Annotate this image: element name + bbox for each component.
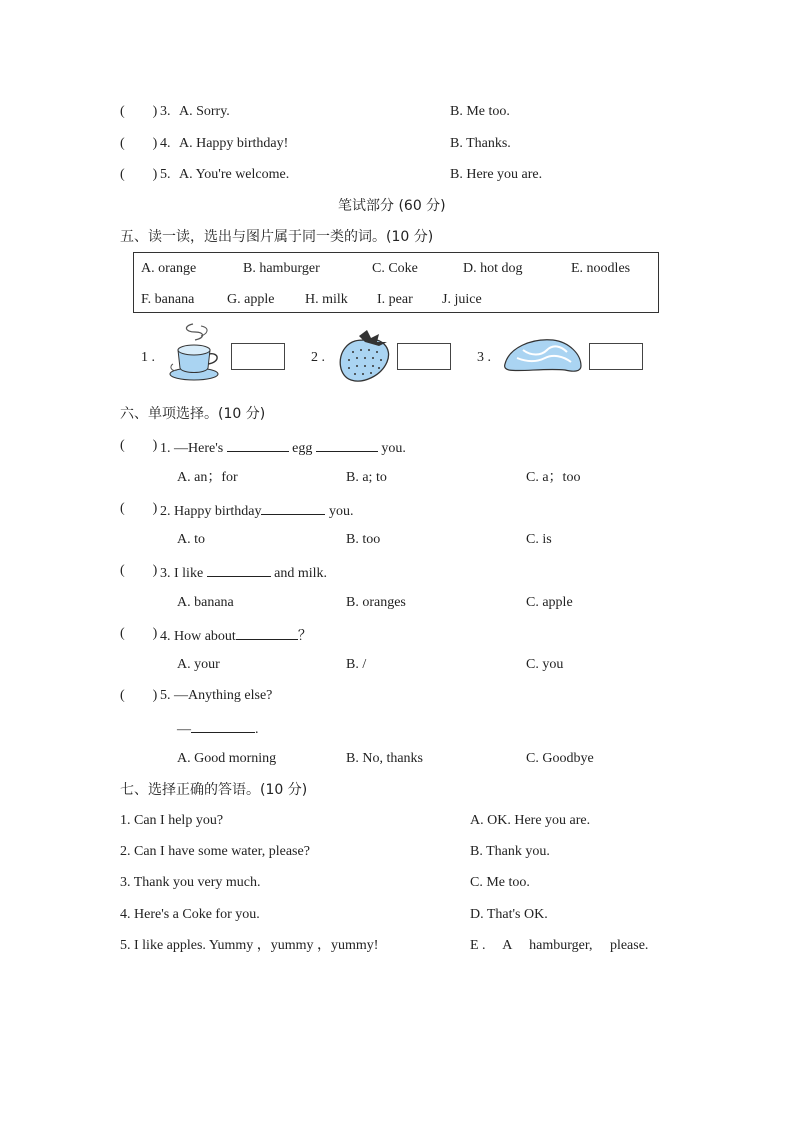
choice-c: C. you (526, 657, 564, 672)
fill-blank[interactable] (227, 437, 289, 452)
stem-text: you. (377, 441, 406, 456)
answer-paren[interactable]: ( ) (120, 136, 158, 151)
section5-title: 五、读一读，选出与图片属于同一类的词。(10 分) (120, 229, 434, 245)
fill-blank[interactable] (316, 437, 378, 452)
item-number: 5. (160, 167, 171, 182)
word-option: E. noodles (571, 261, 631, 276)
fill-blank[interactable] (207, 562, 271, 577)
question-stem (160, 437, 406, 458)
question-stem (160, 500, 353, 521)
answer-box-2[interactable] (397, 343, 451, 370)
choice-a: A. to (177, 532, 205, 547)
question-stem: 5. —Anything else? (160, 688, 273, 703)
match-question: 2. Can I have some water, please? (120, 844, 310, 859)
word-option: I. pear (377, 292, 413, 307)
section6-title: 六、单项选择。(10 分) (120, 406, 266, 422)
choice-a: A. banana (177, 595, 234, 610)
choice-b: B. too (346, 532, 381, 547)
stem-text: 4. How about (160, 629, 236, 644)
strawberry-icon (335, 328, 393, 384)
match-answer: E . A hamburger, please. (470, 938, 649, 953)
choice-c: C. apple (526, 595, 573, 610)
match-question: 1. Can I help you? (120, 813, 224, 828)
word-option: D. hot dog (463, 261, 523, 276)
choice-b: B. a; to (346, 470, 387, 485)
answer-paren[interactable]: ( ) (120, 688, 158, 703)
fill-blank[interactable] (261, 500, 325, 515)
stem-text: and milk. (270, 566, 328, 581)
choice-c: C. Goodbye (526, 751, 594, 766)
stem-text: ？ (297, 629, 312, 644)
answer-box-3[interactable] (589, 343, 643, 370)
answer-paren[interactable]: ( ) (120, 104, 158, 119)
reply-line (177, 718, 259, 739)
stem-text: 1. —Here's (160, 441, 227, 456)
match-question: 3. Thank you very much. (120, 875, 261, 890)
choice-a: A. an；for (177, 470, 238, 485)
option-a: A. Happy birthday! (179, 136, 289, 151)
written-part-title: 笔试部分 (60 分) (338, 198, 446, 214)
word-option: A. orange (141, 261, 197, 276)
question-stem (160, 625, 312, 646)
picture-label: 1 . (141, 350, 155, 365)
period-mark: . (255, 722, 259, 737)
teacup-icon (165, 320, 227, 382)
picture-label: 2 . (311, 350, 325, 365)
bread-icon (501, 334, 585, 376)
word-option: C. Coke (372, 261, 418, 276)
option-b: B. Here you are. (450, 167, 543, 182)
answer-paren[interactable]: ( ) (120, 167, 158, 182)
answer-box-1[interactable] (231, 343, 285, 370)
match-answer: D. That's OK. (470, 907, 548, 922)
match-answer: B. Thank you. (470, 844, 550, 859)
option-a: A. Sorry. (179, 104, 230, 119)
stem-text: 2. Happy birthday (160, 504, 262, 519)
picture-label: 3 . (477, 350, 491, 365)
answer-paren[interactable]: ( ) (120, 563, 158, 578)
word-option: H. milk (305, 292, 348, 307)
choice-a: A. Good morning (177, 751, 277, 766)
match-question: 4. Here's a Coke for you. (120, 907, 260, 922)
match-answer: A. OK. Here you are. (470, 813, 591, 828)
dash-mark: — (177, 722, 191, 737)
fill-blank[interactable] (236, 625, 298, 640)
option-b: B. Me too. (450, 104, 510, 119)
fill-blank[interactable] (191, 718, 255, 733)
word-option: B. hamburger (243, 261, 320, 276)
item-number: 4. (160, 136, 171, 151)
question-stem (160, 562, 327, 583)
match-answer: C. Me too. (470, 875, 530, 890)
answer-paren[interactable]: ( ) (120, 438, 158, 453)
choice-a: A. your (177, 657, 220, 672)
answer-paren[interactable]: ( ) (120, 501, 158, 516)
stem-text: egg (288, 441, 316, 456)
item-number: 3. (160, 104, 171, 119)
word-option: F. banana (141, 292, 195, 307)
word-option: J. juice (442, 292, 482, 307)
option-b: B. Thanks. (450, 136, 511, 151)
choice-b: B. No, thanks (346, 751, 423, 766)
choice-c: C. a；too (526, 470, 581, 485)
choice-b: B. oranges (346, 595, 406, 610)
match-question: 5. I like apples. Yummy ，yummy ，yummy! (120, 938, 379, 953)
stem-text: you. (325, 504, 354, 519)
section7-title: 七、选择正确的答语。(10 分) (120, 782, 308, 798)
stem-text: 3. I like (160, 566, 207, 581)
choice-b: B. / (346, 657, 367, 672)
answer-paren[interactable]: ( ) (120, 626, 158, 641)
option-a: A. You're welcome. (179, 167, 290, 182)
choice-c: C. is (526, 532, 552, 547)
word-option: G. apple (227, 292, 275, 307)
